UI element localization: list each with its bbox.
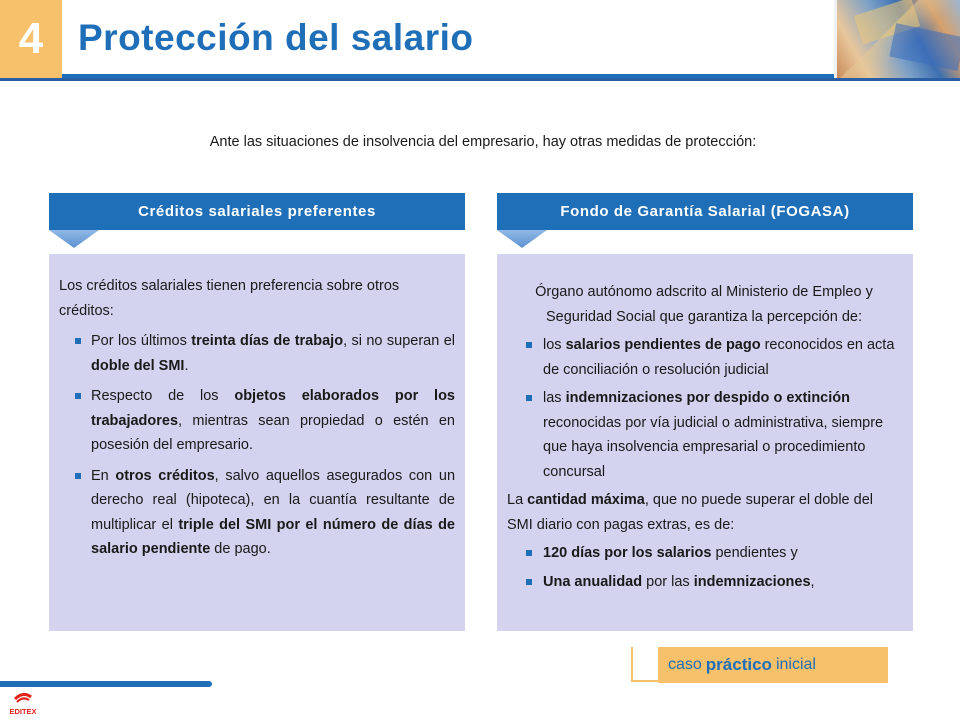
text-segment: por las [642,573,694,590]
chevron-down-icon [497,230,547,248]
text-segment: reconocidos en acta de conciliación o resolución judicial [543,337,895,378]
panel-fogasa [497,254,913,631]
text-segment: Por los últimos [91,333,192,349]
bold-text: triple del SMI por el número de días de salario pendiente [91,516,455,557]
list-item [59,464,455,562]
caso-accent-line [631,680,659,682]
tab-creditos-salariales: Créditos salariales preferentes [49,193,465,230]
chapter-number: 4 [0,0,62,78]
bold-text: objetos elaborados por los trabajadores [91,388,455,429]
fogasa-list [507,333,901,484]
text-segment: Respecto de los [91,388,235,404]
text-segment: La [507,492,528,508]
list-item [507,386,901,484]
square-bullet-icon [526,342,532,348]
square-bullet-icon [75,338,81,344]
bold-text: indemnizaciones por despido o extinción [565,390,850,406]
caso-label-pre: caso [668,656,702,673]
bold-text: salarios pendientes de pago [565,337,761,353]
tab-fogasa: Fondo de Garantía Salarial (FOGASA) [497,193,913,230]
header-underline [0,78,960,81]
text-segment: de pago. [210,541,271,557]
caso-label-strong: práctico [705,655,772,674]
panel-intro: Los créditos salariales tienen preferencia sobre otros créditos: [59,278,400,319]
text-segment: reconocidas por vía judicial o administrativa, siempre que haya insolvencia empresarial o procedimiento concursal [543,414,884,480]
bold-text: treinta días de trabajo [191,333,344,349]
square-bullet-icon [75,473,81,479]
list-item [507,541,901,566]
panel-creditos [49,254,465,631]
text-segment: , mientras sean propiedad o estén en posesión del empresario. [91,412,455,453]
text-segment: , que no puede superar el doble del SMI diario con pagas extras, es de: [507,492,873,533]
caso-practico-link[interactable] [658,647,888,683]
text-segment: , [810,573,815,590]
panel-intro: Órgano autónomo adscrito al Ministerio de Empleo y Seguridad Social que garantiza la percepción de: [535,284,873,325]
list-item [507,333,901,382]
banknotes-image [834,0,960,78]
footer-divider [0,681,212,687]
cantidad-maxima-list [507,541,901,594]
text-segment: pendientes y [711,545,798,561]
bold-text: indemnizaciones [693,573,811,590]
text-segment: las [543,390,566,406]
bold-text: Una anualidad [543,573,643,590]
text-segment: En [91,467,116,484]
square-bullet-icon [526,579,532,585]
editex-logo [6,690,40,716]
bold-text: doble del SMI [91,357,185,374]
cantidad-maxima-text [507,488,901,537]
caso-label-post: inicial [775,656,816,673]
intro-text: Ante las situaciones de insolvencia del empresario, hay otras medidas de protección: [209,134,757,150]
banknote-shape [889,23,960,71]
list-item [507,570,901,595]
list-item [59,329,455,378]
list-item [59,384,455,458]
square-bullet-icon [526,550,532,556]
text-segment: , si no superan el [343,333,455,349]
chevron-down-icon [49,230,99,248]
bold-text: cantidad máxima [527,492,645,508]
text-segment: los [543,337,566,353]
text-segment: . [184,357,189,374]
bold-text: 120 días por los salarios [543,545,712,561]
square-bullet-icon [75,393,81,399]
page-title: Protección del salario [78,17,474,58]
text-segment: , salvo aquellos asegurados con un derecho real (hipoteca), en la cuantía resultante de multiplicar el [91,467,456,533]
caso-accent-line [631,647,633,682]
logo-text: EDITEX [9,707,37,716]
square-bullet-icon [526,395,532,401]
bold-text: otros créditos [115,467,215,484]
creditos-list [59,329,455,562]
